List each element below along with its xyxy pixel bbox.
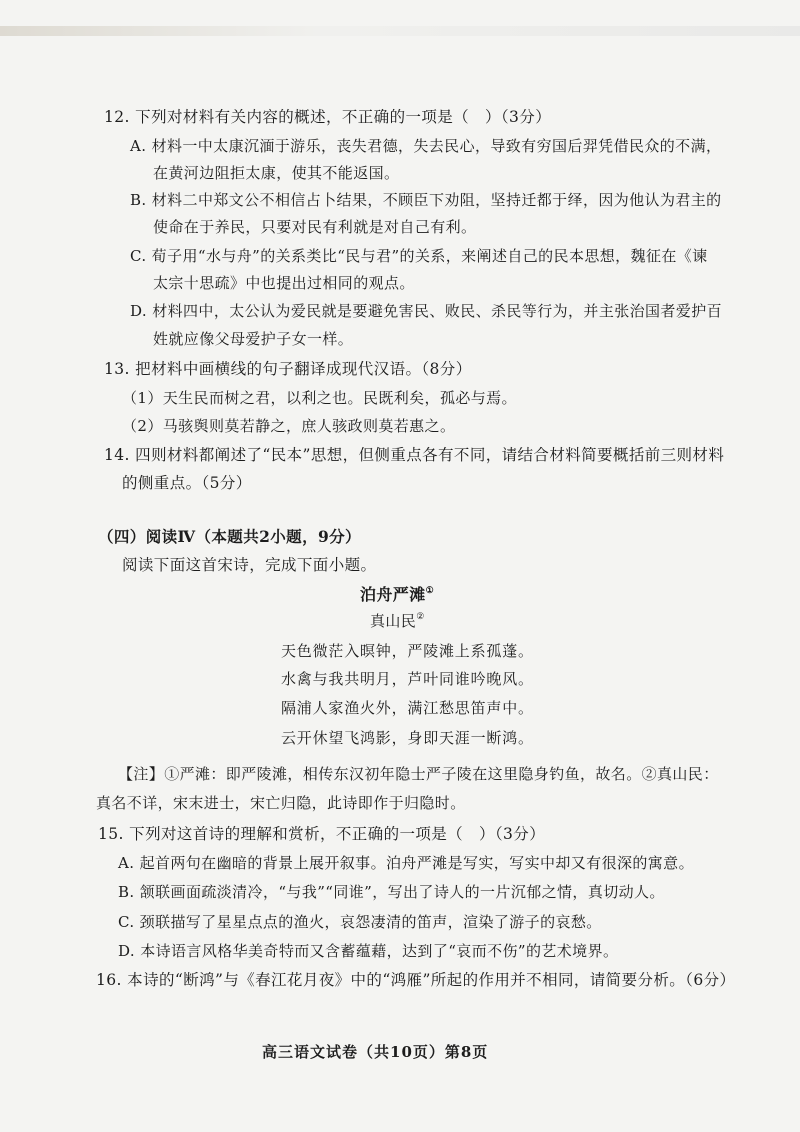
section-intro: 阅读下面这首宋诗，完成下面小题。 <box>122 556 377 574</box>
q12-option-d-line1: D. 材料四中，太公认为爱民就是要避免害民、败民、杀民等行为，并主张治国者爱护百 <box>130 302 723 320</box>
q16-stem: 16. 本诗的“断鸿”与《春江花月夜》中的“鸿雁”所起的作用并不相同，请简要分析。（6分） <box>96 971 736 989</box>
page-footer: 高三语文试卷（共10页）第8页 <box>262 1043 489 1061</box>
section-heading: （四）阅读Ⅳ（本题共2小题，9分） <box>98 527 361 546</box>
poem-line-2: 水禽与我共明月，芦叶同谁吟晚风。 <box>281 670 534 688</box>
q15-option-b: B. 颔联画面疏淡清冷，“与我”“同谁”，写出了诗人的一片沉郁之情，真切动人。 <box>118 883 665 901</box>
q13-stem: 13. 把材料中画横线的句子翻译成现代汉语。（8分） <box>104 360 472 378</box>
q15-option-c: C. 颈联描写了星星点点的渔火，哀怨凄清的笛声，渲染了游子的哀愁。 <box>118 913 602 931</box>
poem-line-4: 云开休望飞鸿影，身即天涯一断鸿。 <box>281 729 534 747</box>
q12-option-b-line1: B. 材料二中郑文公不相信占卜结果，不顾臣下劝阻，坚持迁都于绎，因为他认为君主的 <box>130 191 722 209</box>
poem-title-note-mark: ① <box>425 586 435 596</box>
poem-title: 泊舟严滩① <box>360 585 435 604</box>
q13-sentence-1: （1）天生民而树之君，以利之也。民既利矣，孤必与焉。 <box>122 389 517 407</box>
q12-option-a-line2: 在黄河边阻拒太康，使其不能返国。 <box>153 164 400 182</box>
q13-sentence-2: （2）马骇舆则莫若静之，庶人骇政则莫若惠之。 <box>122 417 456 435</box>
q12-stem: 12. 下列对材料有关内容的概述，不正确的一项是（ ）（3分） <box>104 108 552 126</box>
q15-option-a: A. 起首两句在幽暗的背景上展开叙事。泊舟严滩是写实，写实中却又有很深的寓意。 <box>118 854 694 872</box>
q12-option-c-line2: 太宗十思疏》中也提出过相同的观点。 <box>153 274 415 292</box>
scan-edge-shadow <box>0 26 800 36</box>
q12-option-b-line2: 使命在于养民，只要对民有利就是对自己有利。 <box>153 218 477 236</box>
poem-line-1: 天色微茫入暝钟，严陵滩上系孤蓬。 <box>281 642 534 660</box>
q12-option-d-line2: 姓就应像父母爱护子女一样。 <box>153 330 354 348</box>
poem-note-line1: 【注】①严滩：即严陵滩，相传东汉初年隐士严子陵在这里隐身钓鱼，故名。②真山民： <box>118 765 719 783</box>
q14-stem-line1: 14. 四则材料都阐述了“民本”思想，但侧重点各有不同，请结合材料简要概括前三则材料 <box>104 446 725 464</box>
q14-stem-line2: 的侧重点。（5分） <box>122 474 252 492</box>
q15-stem: 15. 下列对这首诗的理解和赏析，不正确的一项是（ ）（3分） <box>98 825 546 843</box>
poem-author-note-mark: ② <box>416 612 425 622</box>
poem-line-3: 隔浦人家渔火外，满江愁思笛声中。 <box>281 699 534 717</box>
q15-option-d: D. 本诗语言风格华美奇特而又含蓄蕴藉，达到了“哀而不伤”的艺术境界。 <box>118 942 619 960</box>
q12-option-c-line1: C. 荀子用“水与舟”的关系类比“民与君”的关系，来阐述自己的民本思想，魏征在《谏 <box>130 247 708 265</box>
poem-note-line2: 真名不详，宋末进士，宋亡归隐，此诗即作于归隐时。 <box>96 794 466 812</box>
poem-author: 真山民② <box>370 612 425 630</box>
q12-option-a-line1: A. 材料一中太康沉湎于游乐，丧失君德，失去民心，导致有穷国后羿凭借民众的不满， <box>130 137 722 155</box>
